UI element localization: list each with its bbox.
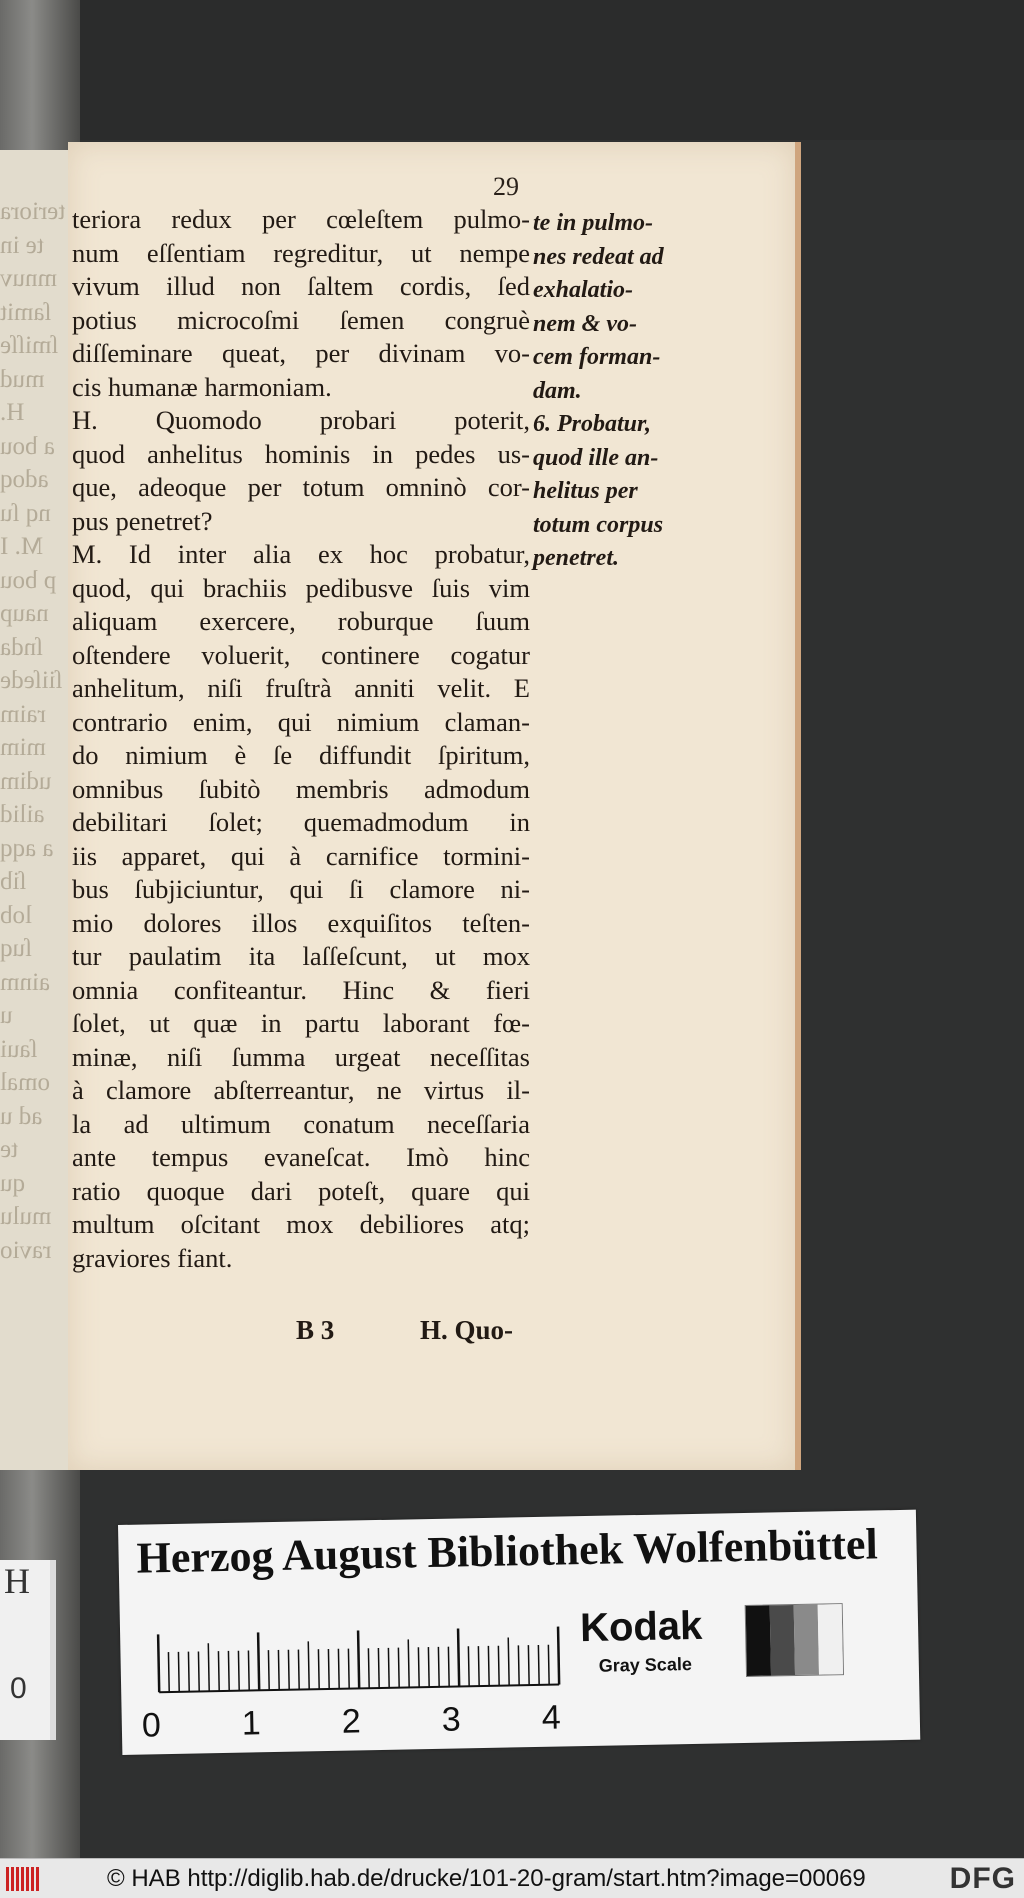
footer-copyright-link[interactable]: © HAB http://diglib.hab.de/drucke/101-20-gram/start.htm?image=00069 <box>107 1865 866 1892</box>
catchword: H. Quo- <box>420 1315 514 1345</box>
ghost-line: mim <box>0 734 46 761</box>
ruler-tick <box>378 1648 379 1688</box>
ghost-line: H. <box>0 399 25 426</box>
ruler-tick <box>448 1647 449 1687</box>
body-line: vivum illud non ſaltem cordis, ſed <box>72 271 530 301</box>
side-color-card <box>0 1560 56 1740</box>
gray-swatches <box>745 1603 844 1677</box>
ghost-line: a bou <box>0 432 55 460</box>
ruler-tick <box>338 1649 339 1689</box>
side-card-letter: H <box>4 1561 30 1601</box>
ghost-line: ſmiſſe <box>0 332 59 359</box>
kodak-brand: Kodak <box>579 1603 703 1651</box>
ruler-tick <box>428 1647 429 1687</box>
body-line: quod anhelitus hominis in pedes us- <box>72 438 530 469</box>
ghost-line: ſaui <box>0 1035 38 1063</box>
margin-note-line: exhalatio- <box>533 277 633 303</box>
body-line: ante tempus evaneſcat. Imò hinc <box>72 1142 530 1172</box>
body-line: tur paulatim ita laſſeſcunt, ut mox <box>72 941 530 971</box>
body-line: multum oſcitant mox debiliores atq; <box>72 1209 530 1239</box>
body-line: H. Quomodo probari poterit, <box>72 405 530 435</box>
ghost-line: mnuv <box>0 265 57 292</box>
ghost-line: mulu <box>0 1203 52 1230</box>
ruler-tick <box>418 1647 419 1687</box>
body-line: que, adeoque per totum omninò cor- <box>72 472 530 502</box>
ruler-tick <box>188 1652 189 1692</box>
margin-note-line: nem & vo- <box>533 310 637 337</box>
scan-backdrop-top <box>0 0 1024 140</box>
margin-note-line: penetret. <box>533 545 619 571</box>
ruler-tick <box>198 1651 199 1691</box>
ruler-tick <box>248 1651 249 1691</box>
margin-note-line: 6. Probatur, <box>533 411 652 437</box>
ruler-tick <box>328 1649 329 1689</box>
ruler-tick <box>168 1652 169 1692</box>
ghost-line: ſib <box>0 868 27 895</box>
ruler-tick <box>518 1645 519 1685</box>
ghost-line: qu <box>0 1169 25 1197</box>
ruler-tick <box>408 1639 409 1687</box>
body-line: la ad ultimum conatum neceſſaria <box>72 1108 530 1139</box>
margin-note-line: totum corpus <box>533 511 664 538</box>
ruler-tick <box>318 1649 319 1689</box>
body-line: pus penetret? <box>72 505 213 536</box>
margin-note-line: te in pulmo- <box>533 210 654 236</box>
ruler-tick <box>458 1628 459 1686</box>
body-line: quod, qui brachiis pedibusve ſuis vim <box>72 572 530 603</box>
ghost-line: te <box>0 1136 19 1163</box>
ruler-tick <box>388 1648 389 1688</box>
ghost-line: ſnda <box>0 633 44 661</box>
ghost-line: ravio <box>0 1236 52 1264</box>
body-line: cis humanæ harmoniam. <box>72 371 332 402</box>
ghost-line: naup <box>0 600 49 627</box>
ruler-tick <box>308 1641 309 1689</box>
ruler-tick <box>268 1650 269 1690</box>
body-line: aliquam exercere, roburque ſuum <box>72 606 530 636</box>
ghost-line: a aqq <box>0 834 54 862</box>
ruler-tick <box>228 1651 229 1691</box>
body-line: oſtendere voluerit, continere cogatur <box>72 639 530 670</box>
gray-swatch <box>818 1604 843 1674</box>
body-line: contrario enim, qui nimium claman- <box>72 706 530 737</box>
ruler-number: 0 <box>141 1706 162 1745</box>
ruler-tick <box>538 1645 539 1685</box>
body-line: ſolet, ut quæ in partu laborant fœ- <box>72 1008 530 1038</box>
ruler-tick <box>478 1646 479 1686</box>
margin-note-line: quod ille an- <box>533 444 659 471</box>
body-line: minæ, niſi ſumma urgeat neceſſitas <box>72 1041 530 1072</box>
ruler-number: 4 <box>541 1698 562 1737</box>
library-title: Herzog August Bibliothek Wolfenbüttel <box>136 1519 879 1583</box>
ruler-scale <box>148 1626 579 1694</box>
ruler-tick <box>288 1650 289 1690</box>
ruler-tick <box>258 1632 259 1690</box>
ruler-tick <box>178 1652 179 1692</box>
body-line: do nimium è ſe diffundit ſpiritum, <box>72 740 530 770</box>
ruler-number: 2 <box>341 1702 362 1741</box>
body-text <box>72 203 530 1275</box>
ruler-tick <box>528 1645 529 1685</box>
ghost-line: lob <box>0 901 32 929</box>
gray-swatch <box>746 1606 771 1676</box>
ruler-tick <box>368 1648 369 1688</box>
ruler-tick <box>398 1648 399 1688</box>
ghost-line: ſamit <box>0 298 52 326</box>
ruler-tick <box>488 1646 489 1686</box>
body-line: iis apparet, qui à carnifice tormini- <box>72 840 530 871</box>
ghost-line: adoq <box>0 466 49 493</box>
body-line: diſſeminare queat, per divinam vo- <box>72 338 530 368</box>
ruler-tick <box>358 1630 359 1688</box>
gray-swatch <box>770 1605 795 1675</box>
barcode-icon <box>6 1867 46 1891</box>
gray-scale-label: Gray Scale <box>598 1654 693 1676</box>
margin-note-line: cem forman- <box>533 344 661 370</box>
ruler-tick <box>298 1650 299 1690</box>
body-line: omnia confiteantur. Hinc & fieri <box>72 974 530 1005</box>
body-line: debilitari ſolet; quemadmodum in <box>72 807 530 837</box>
body-line: teriora redux per cœleſtem pulmo- <box>72 204 530 234</box>
footer-bar <box>0 1858 1024 1898</box>
gray-swatch <box>794 1605 819 1675</box>
ghost-line: ſuq <box>0 935 32 962</box>
ghost-line: ad u <box>0 1102 43 1130</box>
body-line: num eſſentiam regreditur, ut nempe <box>72 237 530 268</box>
side-card-number: 0 <box>10 1672 27 1705</box>
ruler-number: 1 <box>241 1704 262 1743</box>
dfg-logo: DFG <box>949 1862 1016 1895</box>
body-line: M. Id inter alia ex hoc probatur, <box>72 539 530 569</box>
ruler-tick <box>548 1645 549 1685</box>
ruler-numbers <box>141 1698 582 1745</box>
ruler-tick <box>238 1651 239 1691</box>
body-line: ratio quoque dari poteſt, quare qui <box>72 1175 530 1206</box>
ghost-line: udim <box>0 767 52 795</box>
ghost-line: mud <box>0 365 45 393</box>
ghost-line: raim <box>0 700 46 728</box>
ruler-tick <box>558 1627 559 1685</box>
margin-note-line: dam. <box>533 377 582 404</box>
ghost-line: omal <box>0 1069 50 1096</box>
margin-note-line: nes redeat ad <box>533 243 664 270</box>
ghost-line: M. I <box>0 533 44 560</box>
body-line: bus ſubjiciuntur, qui ſi clamore ni- <box>72 874 530 904</box>
ruler-tick <box>218 1651 219 1691</box>
ruler-tick <box>208 1643 209 1691</box>
body-line: graviores fiant. <box>72 1242 233 1273</box>
ruler-tick <box>468 1646 469 1686</box>
body-line: anhelitum, niſi fruſtrà anniti velit. E <box>72 673 530 703</box>
ghost-line: te in <box>0 231 44 259</box>
body-line: mio dolores illos exquiſitos teſten- <box>72 907 530 938</box>
margin-note-line: helitus per <box>533 478 638 504</box>
ruler-tick <box>438 1647 439 1687</box>
ghost-line: ailid <box>0 801 45 828</box>
body-line: à clamore abſterreantur, ne virtus il- <box>72 1075 530 1105</box>
ghost-line: ſiiſede <box>0 667 63 694</box>
ghost-line: teriora <box>0 198 66 225</box>
ruler-tick <box>158 1634 159 1692</box>
margin-notes <box>533 207 703 576</box>
ruler-number: 3 <box>441 1700 462 1739</box>
body-line: omnibus ſubitò membris admodum <box>72 773 530 804</box>
ruler-tick <box>348 1649 349 1689</box>
signature-mark: B 3 <box>296 1315 335 1345</box>
body-line: potius microcoſmi ſemen congruè <box>72 304 530 335</box>
page-number: 29 <box>493 172 519 201</box>
color-calibration-card <box>118 1510 920 1755</box>
ghost-line: nq ſu <box>0 499 51 527</box>
ruler-tick <box>498 1646 499 1686</box>
ghost-line: u <box>0 1002 13 1029</box>
ghost-line: ainm <box>0 968 50 996</box>
ruler-tick <box>508 1638 509 1686</box>
ghost-line: p bou <box>0 566 57 594</box>
ruler-tick <box>278 1650 279 1690</box>
